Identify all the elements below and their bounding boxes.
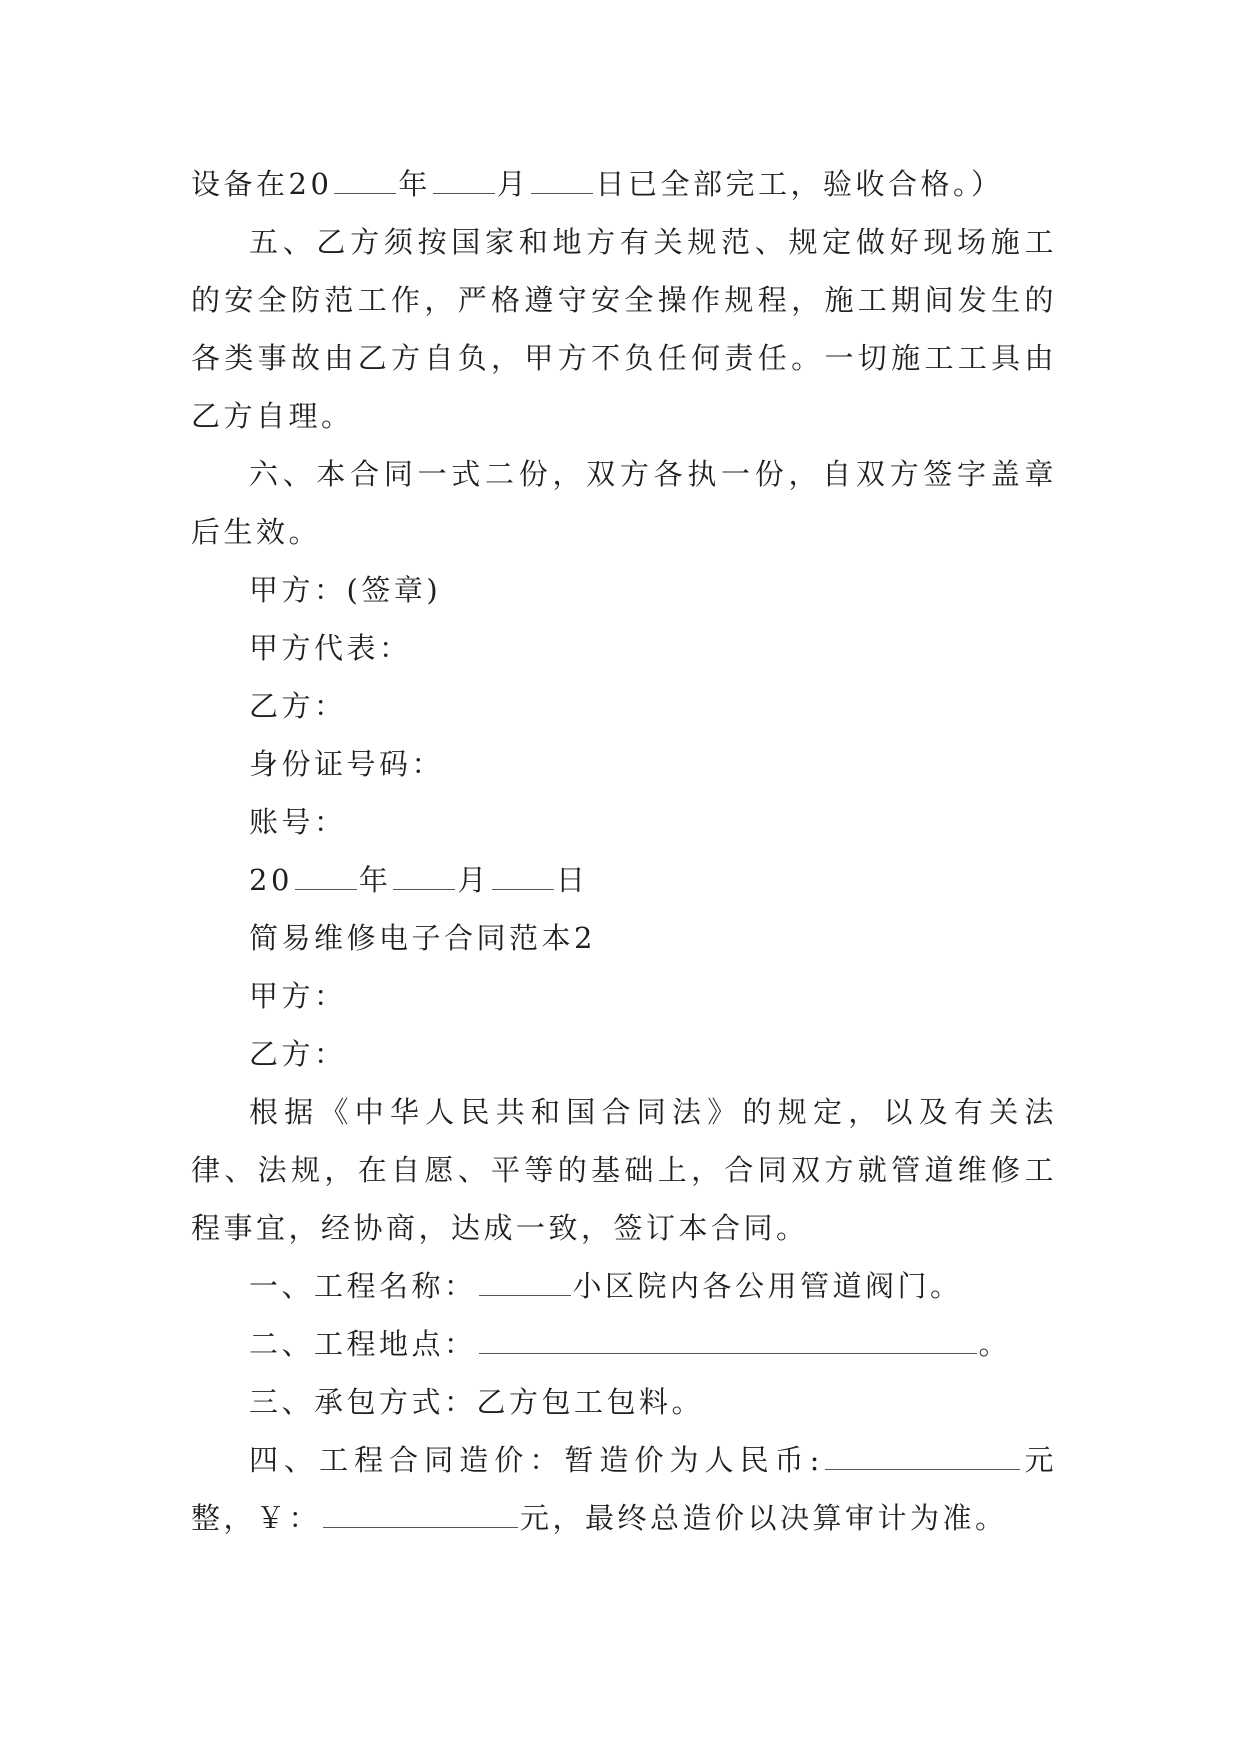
party-a-label-2: 甲方：: [249, 979, 347, 1013]
contract-intro: 根据《中华人民共和国合同法》的规定，以及有关法律、法规，在自愿、平等的基础上，合同双方就管道维修工程事宜，经协商，达成一致，签订本合同。: [191, 1095, 1057, 1245]
item-contract-method: 三、承包方式：乙方包工包料。: [249, 1385, 705, 1419]
day-blank: [531, 171, 593, 194]
date-day-label: 日: [555, 863, 589, 897]
date-year-blank: [295, 867, 357, 890]
completion-date-line: [191, 155, 1057, 213]
date-prefix: 20: [249, 863, 293, 897]
id-number-label: 身份证号码：: [249, 747, 445, 781]
project-name-blank: [479, 1273, 571, 1296]
project-location-suffix: 。: [978, 1327, 1012, 1361]
account-label: 账号：: [249, 805, 347, 839]
item-contract-price: [191, 1431, 1057, 1547]
party-a-representative: 甲方代表：: [249, 631, 412, 665]
year-label: 年: [398, 167, 431, 201]
date-month-blank: [393, 867, 455, 890]
year-blank: [334, 171, 396, 194]
item-project-name: [191, 1257, 1057, 1315]
item-project-location: [191, 1315, 1057, 1373]
section-title: 简易维修电子合同范本2: [249, 921, 596, 955]
party-b-label-2: 乙方：: [249, 1037, 347, 1071]
date-year-label: 年: [358, 863, 392, 897]
date-day-blank: [492, 867, 554, 890]
party-b-label: 乙方：: [249, 689, 347, 723]
contract-price-suffix: 元，最终总造价以决算审计为准。: [520, 1501, 1008, 1535]
signing-date-line: [191, 851, 1057, 909]
project-name-suffix: 小区院内各公用管道阀门。: [572, 1269, 963, 1303]
project-location-blank: [479, 1331, 977, 1354]
price-figure-blank: [323, 1505, 518, 1528]
completion-suffix: 日已全部完工，验收合格。）: [595, 167, 1004, 201]
project-name-label: 一、工程名称：: [249, 1269, 477, 1303]
document-body: [191, 155, 1057, 1547]
month-blank: [433, 171, 495, 194]
completion-prefix: 设备在20: [191, 167, 333, 201]
contract-price-mid: 元整，￥：: [191, 1443, 1057, 1535]
month-label: 月: [496, 167, 530, 201]
party-a-signature: 甲方：(签章): [249, 573, 442, 607]
price-rmb-blank: [825, 1447, 1020, 1470]
clause-5: 五、乙方须按国家和地方有关规范、规定做好现场施工的安全防范工作，严格遵守安全操作规程，施工期间发生的各类事故由乙方自负，甲方不负任何责任。一切施工工具由乙方自理。: [191, 225, 1057, 433]
contract-price-label: 四、工程合同造价：暂造价为人民币:: [249, 1443, 823, 1477]
date-month-label: 月: [457, 863, 490, 897]
clause-6: 六、本合同一式二份，双方各执一份，自双方签字盖章后生效。: [191, 457, 1057, 549]
project-location-label: 二、工程地点：: [249, 1327, 477, 1361]
